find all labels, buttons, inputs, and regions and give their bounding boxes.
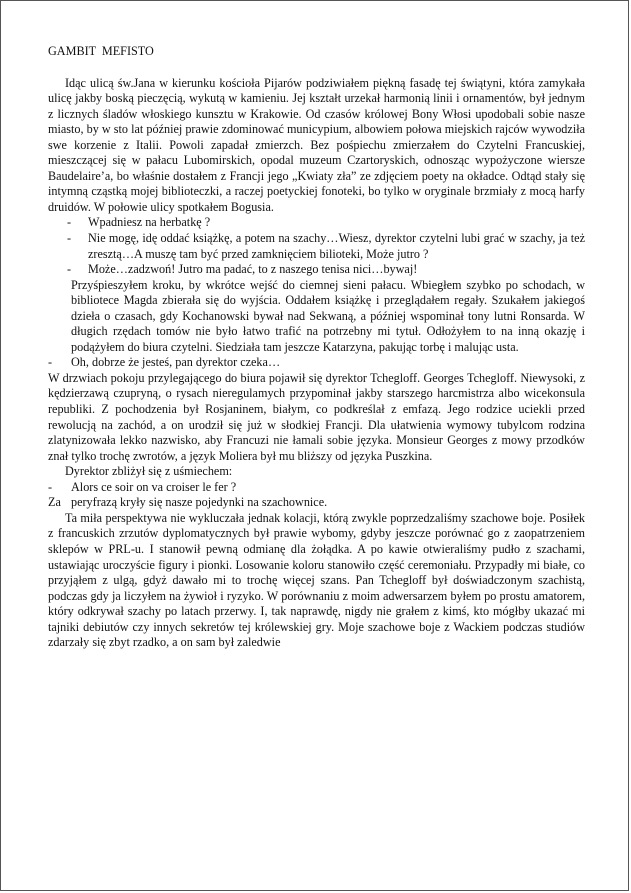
narration-line — [48, 495, 585, 511]
dialogue-text: Alors ce soir on va croiser le fer ? — [71, 479, 237, 494]
line-lead: Za — [48, 495, 61, 510]
document-title: GAMBIT MEFISTO — [48, 44, 154, 58]
paragraph: Ta miła perspektywa nie wykluczała jednak kolacji, którą zwykle poprzedzaliśmy szachowe boje. Posiłek z francuskich zrzutów dyplomatycznych był prawie wybomy, gdyby jeszcze porównać go z zaopatrzeniem sklepów w PRL-u. I stanowił pewną odmianę dla żołądka. A po kawie otwieraliśmy pudło z szachami, ustawiając uroczyście figury i pionki. Losowanie koloru stanowiło część ceremoniału. Przypadły mi białe, co przyjąłem z ulgą, gdyż dawało mi to trochę więcej szans. Pan Tchegloff był doświadczonym szachistą, podczas gdy ja liczyłem na żywioł i ryzyko. W porównaniu z moim adwersarzem byłem po prostu amatorem, który odkrywał szachy po latach przerwy. I, tak naprawdę, nigdy nie grałem z kimś, kto mógłby ukazać mi tajniki debiutów czy innych sekretów tej królewskiej gry. Moje szachowe boje z Wackiem podczas studiów zdarzały się zbyt rzadko, a on sam był zaledwie — [48, 510, 585, 650]
paragraph: Dyrektor zbliżył się z uśmiechem: — [65, 464, 233, 479]
paragraph: Przyśpieszyłem kroku, by wkrótce wejść do ciemnej sieni pałacu. Wbiegłem szybko po schodach, w bibliotece Magda zbierała się do wyjścia. Oddałem książkę i przeglądałem regały. Szukałem jakiegoś dzieła o czasach, gdy Kochanowski bywał nad Sekwaną, a później wspominał tony lutni Ronsarda. W długich rzędach tomów nie było łatwo trafić na potrzebny mi tytuł. Odłożyłem to na inną okazję i podążyłem do biura czytelni. Siedziała tam jeszcze Katarzyna, pakując torbę i malując usta. — [71, 277, 585, 354]
dialogue-line — [48, 231, 585, 262]
dialogue-text: Wpadniesz na herbatkę ? — [88, 215, 211, 230]
dialogue-line — [48, 215, 585, 231]
dash-bullet: - — [48, 355, 53, 370]
dash-bullet: - — [48, 479, 53, 494]
paragraph: W drzwiach pokoju przylegającego do biura pojawił się dyrektor Tchegloff. Georges Tchegloff. Niewysoki, z kędzierzawą czupryną, o rysach nieregulamych przypominał jakby starszego harcmistrza albo wicekonsula republiki. Z pochodzenia był Rosjaninem, białym, co podkreślał z emfazą. Jego rodzice uciekli przed rewolucją na zachód, a on urodził się już w słodkiej Francji. Dla ułatwienia wymowy tubylcom rodzina zlatynizowała lekko nazwisko, aby Francuzi nie łamali sobie języka. Monsieur Georges z mowy przodków znał tylko trochę zwrotów, a język Moliera był mu bliższy od języka Puszkina. — [48, 370, 585, 463]
dialogue-line — [48, 355, 585, 371]
dash-bullet: - — [67, 262, 72, 277]
dash-bullet: - — [67, 215, 72, 230]
paragraph: Idąc ulicą św.Jana w kierunku kościoła Pijarów podziwiałem piękną fasadę tej świątyni, która zamykała ulicę jakby boską pieczęcią, wykutą w kamieniu. Jej kształt urzekał harmonią linii i ornamentów, był jednym z licznych śladów włoskiego kunsztu w Krakowie. Od czasów królowej Bony Włosi upodobali sobie nasze miasto, by w sto lat później prawie zdominować municypium, albowiem połowa miejskich rajców wywodziła swe korzenie z Italii. Powoli zapadał zmierzch. Bez pośpiechu zmierzałem do Czytelni Francuskiej, mieszczącej się w pałacu Lubomirskich, opodal muzeum Czartoryskich, odnosząc wypożyczone wiersze Baudelaire’a, bo właśnie dostałem z Francji jego „Kwiaty zła” ze zdjęciem poety na okładce. Odtąd stały się intymną cząstką mojej biblioteczki, a raczej poetyckiej fonoteki, bo tylko w oryginale brzmiały z mocą harfy druidów. W połowie ulicy spotkałem Bogusia. — [48, 75, 585, 214]
document-body — [48, 44, 585, 651]
dialogue-text: Nie mogę, idę oddać książkę, a potem na szachy…Wiesz, dyrektor czytelni lubi grać w szachy, ja też zresztą…A muszę tam być przed zamknięciem bilioteki, Może jutro ? — [88, 231, 585, 261]
dialogue-line — [48, 262, 585, 278]
narration-text: peryfrazą kryły się nasze pojedynki na szachownice. — [71, 495, 328, 510]
dialogue-line — [48, 480, 585, 496]
dialogue-text: Oh, dobrze że jesteś, pan dyrektor czeka… — [71, 355, 281, 370]
dialogue-text: Może…zadzwoń! Jutro ma padać, to z naszego tenisa nici…bywaj! — [88, 262, 418, 277]
dash-bullet: - — [67, 231, 72, 246]
